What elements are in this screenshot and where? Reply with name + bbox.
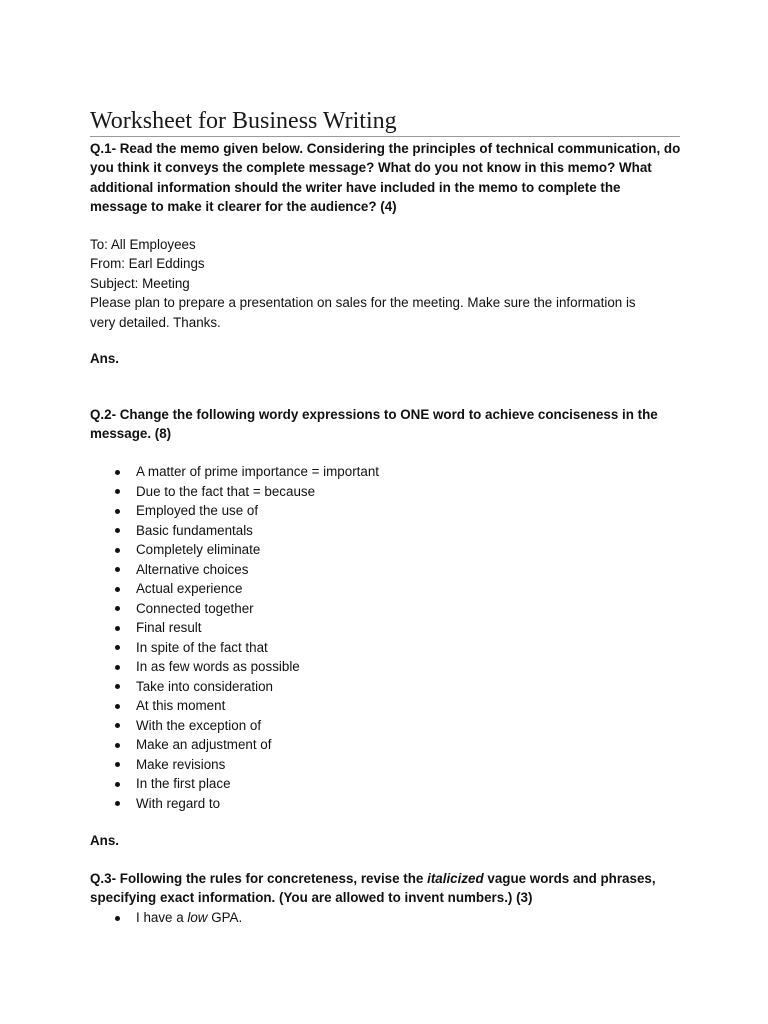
list-item-text: Take into consideration	[136, 678, 273, 694]
question-2-line: message. (8)	[90, 426, 172, 442]
list-item-italic-word: low	[187, 910, 208, 925]
list-item-text: Alternative choices	[136, 561, 249, 577]
bullet-icon	[115, 684, 120, 689]
question-1	[90, 139, 680, 217]
bullet-icon	[115, 509, 120, 514]
list-item-text: A matter of prime importance = important	[136, 464, 379, 479]
list-item-text: In the first place	[136, 776, 231, 791]
question-2	[90, 405, 680, 444]
list-item-text: In spite of the fact that	[136, 639, 268, 655]
list-item-text: With regard to	[136, 795, 221, 811]
list-item	[90, 618, 680, 638]
list-item-text: Completely eliminate	[136, 542, 261, 557]
question-1-line: message to make it clearer for the audience? (4)	[90, 199, 397, 215]
bullet-icon	[115, 723, 120, 728]
question-3-line: specifying exact information. (You are allowed to invent numbers.) (3)	[90, 890, 533, 906]
list-item	[90, 540, 680, 560]
bullet-icon	[115, 548, 120, 553]
memo-to: To: All Employees	[90, 237, 196, 252]
question-3-italic-word: italicized	[427, 871, 484, 886]
list-item-text: GPA.	[207, 910, 243, 925]
list-item	[90, 657, 680, 677]
answer-label-1: Ans.	[90, 351, 120, 366]
question-2-line: Q.2- Change the following wordy expressions to ONE word to achieve conciseness in the	[90, 407, 658, 422]
bullet-icon	[115, 587, 120, 592]
bullet-icon	[115, 645, 120, 650]
question-3	[90, 869, 680, 908]
memo-body: Please plan to prepare a presentation on sales for the meeting. Make sure the information is	[90, 295, 636, 311]
bullet-icon	[115, 704, 120, 709]
list-item	[90, 908, 680, 928]
page-title: Worksheet for Business Writing	[90, 106, 680, 137]
memo-subject: Subject: Meeting	[90, 275, 190, 291]
bullet-icon	[115, 567, 120, 572]
list-item-text: Employed the use of	[136, 503, 259, 518]
list-item-text: I have a	[136, 910, 188, 925]
question-3-text: Q.3- Following the rules for concreteness, revise the	[90, 871, 428, 886]
list-item-text: At this moment	[136, 698, 226, 713]
question-3-line	[90, 869, 680, 888]
bullet-icon	[115, 528, 120, 533]
list-item	[90, 521, 680, 541]
list-item-text: Make revisions	[136, 756, 226, 772]
list-item	[90, 696, 680, 716]
list-item	[90, 755, 680, 775]
bullet-icon	[115, 470, 120, 475]
bullet-icon	[115, 489, 120, 494]
bullet-icon	[115, 782, 120, 787]
bullet-icon	[115, 743, 120, 748]
memo	[90, 235, 680, 332]
question-1-line: you think it conveys the complete message? What do you not know in this memo? What	[90, 160, 652, 176]
list-item	[90, 677, 680, 697]
list-item	[90, 794, 680, 814]
list-item-text: Connected together	[136, 600, 254, 616]
list-item-text: Final result	[136, 620, 202, 635]
list-item-text: In as few words as possible	[136, 659, 300, 674]
wordy-expressions-list	[90, 462, 680, 813]
list-item	[90, 774, 680, 794]
memo-from: From: Earl Eddings	[90, 256, 205, 272]
bullet-icon	[115, 626, 120, 631]
bullet-icon	[115, 762, 120, 767]
list-item	[90, 579, 680, 599]
list-item	[90, 462, 680, 482]
memo-body: very detailed. Thanks.	[90, 314, 221, 330]
bullet-icon	[115, 665, 120, 670]
list-item	[90, 501, 680, 521]
list-item-text: Make an adjustment of	[136, 737, 272, 752]
question-3-text: vague words and phrases,	[483, 871, 656, 886]
list-item	[90, 735, 680, 755]
list-item	[90, 482, 680, 502]
question-1-line: additional information should the writer have included in the memo to complete the	[90, 179, 621, 195]
concreteness-list	[90, 908, 680, 928]
bullet-icon	[115, 916, 120, 921]
list-item-text: Due to the fact that = because	[136, 483, 316, 499]
bullet-icon	[115, 606, 120, 611]
list-item	[90, 599, 680, 619]
list-item-text: Actual experience	[136, 581, 243, 596]
list-item-text: Basic fundamentals	[136, 522, 253, 538]
answer-label-2: Ans.	[90, 833, 120, 848]
question-1-line: Q.1- Read the memo given below. Considering the principles of technical communication, do	[90, 141, 681, 156]
list-item	[90, 560, 680, 580]
list-item	[90, 716, 680, 736]
list-item-text: With the exception of	[136, 717, 262, 733]
list-item	[90, 638, 680, 658]
bullet-icon	[115, 801, 120, 806]
